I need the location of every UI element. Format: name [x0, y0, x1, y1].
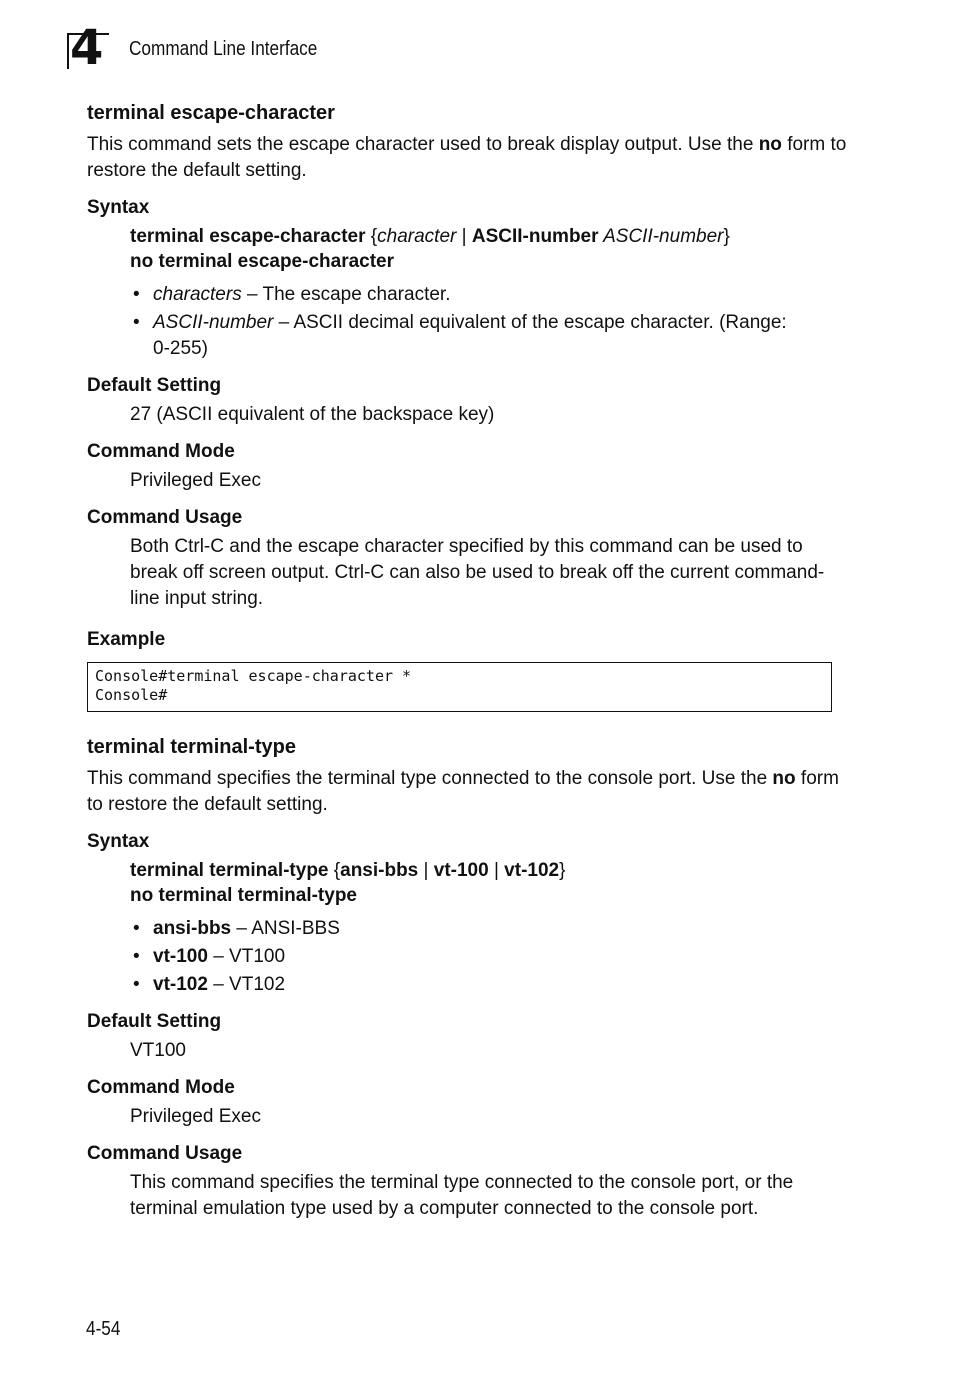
command-mode-value: Privileged Exec [130, 470, 261, 491]
command-mode-heading: Command Mode [87, 1077, 235, 1098]
command-mode-heading: Command Mode [87, 441, 235, 462]
list-item: • ansi-bbs – ANSI-BBS [153, 916, 847, 942]
syntax-block [87, 224, 847, 274]
default-setting-value: VT100 [130, 1040, 186, 1061]
list-item: • vt-102 – VT102 [153, 972, 847, 998]
syntax-line: terminal terminal-type {ansi-bbs | vt-100 | vt-102} [130, 860, 566, 881]
syntax-no-line: no terminal escape-character [130, 251, 395, 272]
code-line: Console# [95, 686, 168, 704]
parameter-list [87, 916, 847, 998]
command-mode-value: Privileged Exec [130, 1106, 261, 1127]
page-number: 4-54 [86, 1318, 121, 1340]
example-code-box [87, 662, 832, 712]
default-setting-value: 27 (ASCII equivalent of the backspace key) [130, 404, 495, 425]
default-setting-heading: Default Setting [87, 1011, 222, 1032]
running-header-title: Command Line Interface [129, 38, 318, 60]
command-usage-text: This command specifies the terminal type connected to the console port, or the terminal emulation type used by a computer connected to the console port. [130, 1172, 794, 1219]
section-description: This command specifies the terminal type connected to the console port. Use the no form to restore the default setting. [87, 768, 839, 815]
list-item: • ASCII-number – ASCII decimal equivalent of the escape character. (Range: 0-255) [153, 310, 847, 362]
section-title-escape-character: terminal escape-character [87, 102, 335, 124]
page-content [87, 100, 847, 1234]
list-item: • characters – The escape character. [153, 282, 847, 308]
default-setting-heading: Default Setting [87, 375, 222, 396]
command-usage-heading: Command Usage [87, 1143, 243, 1164]
command-usage-text: Both Ctrl-C and the escape character specified by this command can be used to break off screen output. Ctrl-C can also be used to break off the current command-line input string. [130, 536, 825, 609]
list-item: • vt-100 – VT100 [153, 944, 847, 970]
command-usage-heading: Command Usage [87, 507, 243, 528]
chapter-number: 4 [70, 20, 104, 76]
syntax-heading: Syntax [87, 831, 150, 852]
syntax-heading: Syntax [87, 197, 150, 218]
code-line: Console#terminal escape-character * [95, 667, 412, 685]
parameter-list [87, 282, 847, 362]
syntax-no-line: no terminal terminal-type [130, 885, 357, 906]
syntax-line: terminal escape-character {character | ASCII-number ASCII-number} [130, 226, 730, 247]
syntax-block [87, 858, 847, 908]
example-heading: Example [87, 629, 166, 650]
section-description: This command sets the escape character used to break display output. Use the no form to restore the default setting. [87, 134, 847, 181]
section-title-terminal-type: terminal terminal-type [87, 736, 296, 758]
